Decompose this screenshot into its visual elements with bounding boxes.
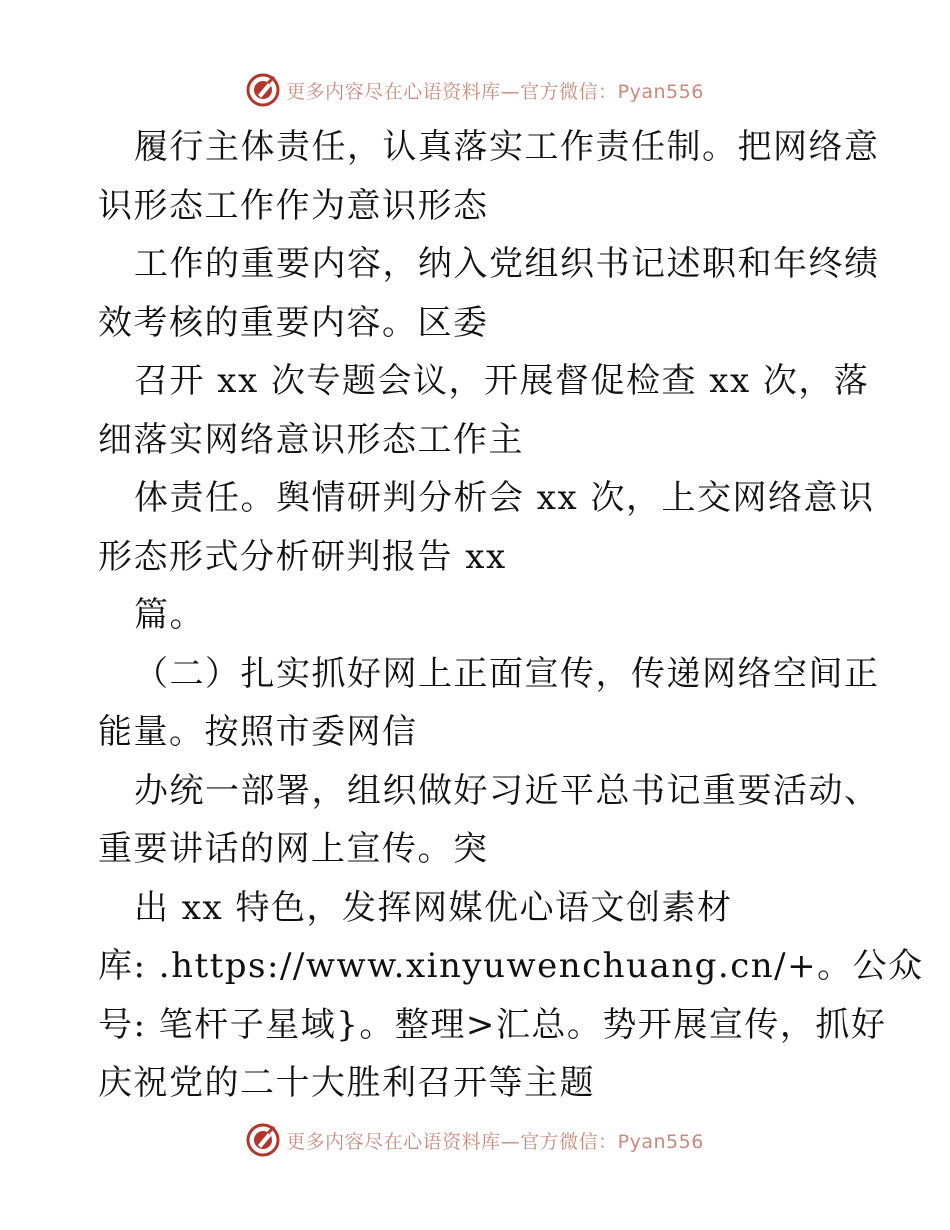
footer-watermark <box>0 1120 950 1160</box>
text-line: （二）扎实抓好网上正面宣传，传递网络空间正 <box>134 653 880 694</box>
text-line: 库: .https://www.xinyuwenchuang.cn/+。公众 <box>98 946 924 986</box>
text-line: 办统一部署，组织做好习近平总书记重要活动、 <box>134 770 880 811</box>
text-line: 体责任。舆情研判分析会 xx 次，上交网络意识 <box>134 478 875 518</box>
header-watermark <box>0 70 950 110</box>
text-line: 形态形式分析研判报告 xx <box>98 536 507 577</box>
pen-nib-logo-icon <box>246 1123 280 1157</box>
text-line: 履行主体责任，认真落实工作责任制。把网络意 <box>134 127 880 167</box>
text-line: 能量。按照市委网信 <box>98 712 418 752</box>
text-line: 篇。 <box>134 595 205 635</box>
text-line: 重要讲话的网上宣传。突 <box>98 829 489 869</box>
document-body <box>98 118 924 1113</box>
text-line: 召开 xx 次专题会议，开展督促检查 xx 次，落 <box>134 361 870 401</box>
pen-nib-logo-icon <box>246 73 280 107</box>
text-line: 出 xx 特色，发挥网媒优心语文创素材 <box>134 887 733 928</box>
text-line: 工作的重要内容，纳入党组织书记述职和年终绩 <box>134 244 880 284</box>
text-line: 识形态工作作为意识形态 <box>98 185 489 226</box>
watermark-text: 更多内容尽在心语资料库—官方微信：Pyan556 <box>286 1130 704 1153</box>
text-line: 号: 笔杆子星域}。整理>汇总。势开展宣传，抓好 <box>98 1004 887 1045</box>
text-line: 细落实网络意识形态工作主 <box>98 419 524 460</box>
text-line: 效考核的重要内容。区委 <box>98 302 489 343</box>
text-line: 庆祝党的二十大胜利召开等主题 <box>98 1063 595 1103</box>
watermark-text: 更多内容尽在心语资料库—官方微信：Pyan556 <box>286 80 704 103</box>
